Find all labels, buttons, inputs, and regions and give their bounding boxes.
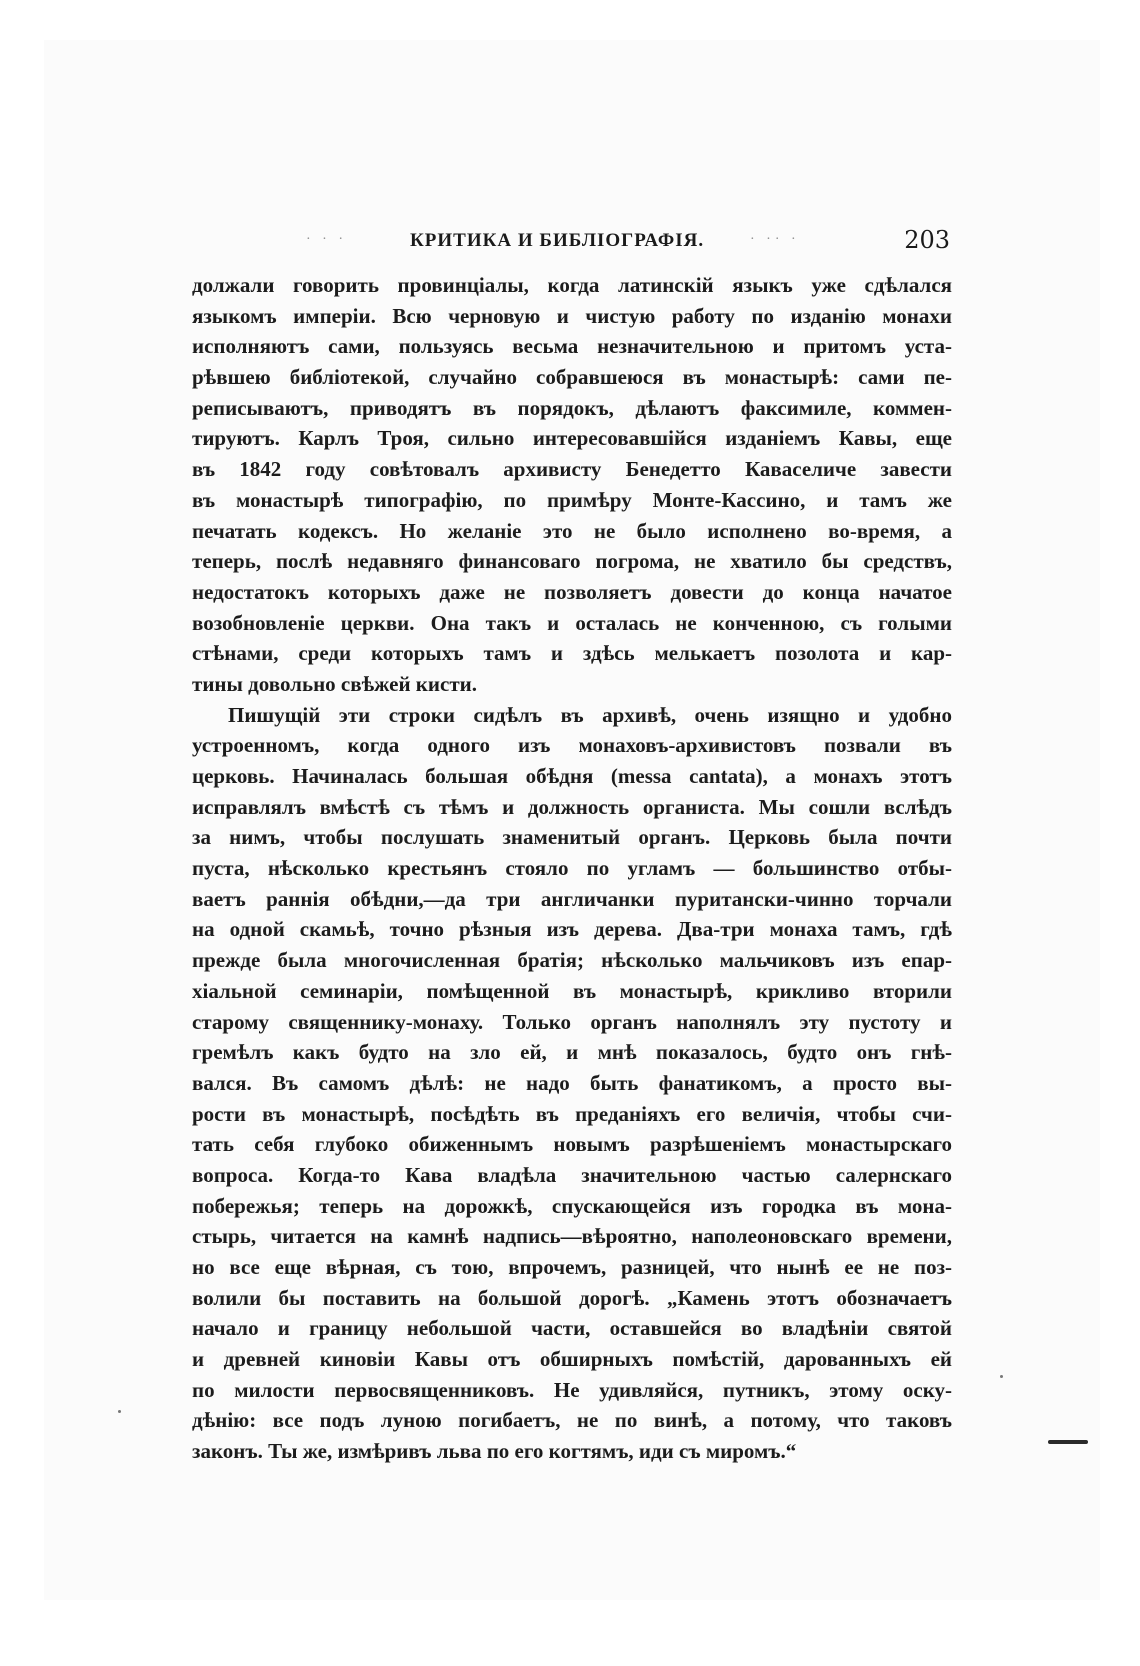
scan-speck bbox=[118, 1410, 121, 1413]
scan-specks-left: · · · bbox=[306, 232, 347, 247]
text-line: стѣнами, среди которыхъ тамъ и здѣсь мелькаетъ позолота и кар- bbox=[192, 641, 952, 666]
running-header-title: КРИТИКА И БИБЛІОГРАФІЯ. bbox=[410, 230, 705, 251]
text-line: церковь. Начиналась большая обѣдня (messa cantata), а монахъ этотъ bbox=[192, 764, 952, 788]
text-line: но все еще вѣрная, съ тою, впрочемъ, разницей, что нынѣ ее не поз- bbox=[192, 1255, 952, 1279]
text-line: рѣвшею библіотекой, случайно собравшеюся въ монастырѣ: сами пе- bbox=[192, 365, 952, 390]
text-line: пуста, нѣсколько крестьянъ стояло по угламъ — большинство отбы- bbox=[192, 856, 952, 881]
text-line: старому священнику-монаху. Только органъ наполнялъ эту пустоту и bbox=[192, 1009, 952, 1034]
text-line: тируютъ. Карлъ Троя, сильно интересовавшійся изданіемъ Кавы, еще bbox=[192, 426, 952, 451]
text-line: дѣнію: все подъ луною погибаетъ, не по винѣ, а потому, что таковъ bbox=[192, 1408, 952, 1433]
body-text bbox=[192, 270, 952, 1467]
text-line: тины довольно свѣжей кисти. bbox=[192, 671, 477, 696]
text-line: по милости первосвященниковъ. Не удивляйся, путникъ, этому оску- bbox=[192, 1377, 952, 1402]
text-line: прежде была многочисленная братія; нѣсколько мальчиковъ изъ епар- bbox=[192, 948, 952, 973]
text-line: вался. Въ самомъ дѣлѣ: не надо быть фанатикомъ, а просто вы- bbox=[192, 1070, 952, 1095]
text-line: хіальной семинаріи, помѣщенной въ монастырѣ, крикливо вторили bbox=[192, 978, 952, 1003]
scan-speck bbox=[1000, 1375, 1003, 1378]
text-line: исполняютъ сами, пользуясь весьма незначительною и притомъ уста- bbox=[192, 334, 952, 359]
text-line: стырь, читается на камнѣ надпись—вѣроятно, наполеоновскаго времени, bbox=[192, 1224, 952, 1249]
running-header bbox=[300, 226, 950, 256]
text-line: возобновленіе церкви. Она такъ и осталась не конченною, съ голыми bbox=[192, 610, 952, 635]
page-number: 203 bbox=[904, 226, 950, 254]
text-line: недостатокъ которыхъ даже не позволяетъ довести до конца начатое bbox=[192, 579, 952, 604]
paragraph-2 bbox=[192, 700, 952, 1467]
text-line: побережья; теперь на дорожкѣ, спускающейся изъ городка въ мона- bbox=[192, 1193, 952, 1218]
text-line: тать себя глубоко обиженнымъ новымъ разрѣшеніемъ монастырскаго bbox=[192, 1132, 952, 1157]
text-line: въ 1842 году совѣтовалъ архивисту Бенедетто Каваселиче завести bbox=[192, 457, 952, 482]
scan-edge-mark bbox=[1048, 1440, 1088, 1444]
text-line: теперь, послѣ недавняго финансоваго погрома, не хватило бы средствъ, bbox=[192, 549, 952, 574]
scan-specks-right: · ·· · bbox=[750, 232, 800, 247]
text-line: вопроса. Когда-то Кава владѣла значительною частью салернскаго bbox=[192, 1162, 952, 1187]
text-line: реписываютъ, приводятъ въ порядокъ, дѣлаютъ факсимиле, коммен- bbox=[192, 395, 952, 420]
text-line: должали говорить провинціалы, когда латинскій языкъ уже сдѣлался bbox=[192, 273, 952, 297]
text-line: рости въ монастырѣ, посѣдѣть въ преданіяхъ его величія, чтобы счи- bbox=[192, 1101, 952, 1126]
text-line: на одной скамьѣ, точно рѣзныя изъ дерева. Два-три монаха тамъ, гдѣ bbox=[192, 917, 952, 942]
text-line: Пишущій эти строки сидѣлъ въ архивѣ, очень изящно и удобно bbox=[228, 702, 952, 727]
paragraph-1 bbox=[192, 270, 952, 700]
text-line: и древней киновіи Кавы отъ обширныхъ помѣстій, дарованныхъ ей bbox=[192, 1347, 952, 1372]
text-line: въ монастырѣ типографію, по примѣру Монте-Кассино, и тамъ же bbox=[192, 487, 952, 512]
text-line: исправлялъ вмѣстѣ съ тѣмъ и должность органиста. Мы сошли вслѣдъ bbox=[192, 794, 952, 819]
text-line: законъ. Ты же, измѣривъ льва по его когтямъ, иди съ миромъ.“ bbox=[192, 1439, 797, 1464]
text-line: устроенномъ, когда одного изъ монаховъ-архивистовъ позвали въ bbox=[192, 733, 952, 758]
text-line: печатать кодексъ. Но желаніе это не было исполнено во-время, а bbox=[192, 518, 952, 543]
text-line: гремѣлъ какъ будто на зло ей, и мнѣ показалось, будто онъ гнѣ- bbox=[192, 1040, 952, 1065]
text-line: волили бы поставить на большой дорогѣ. „Камень этотъ обозначаетъ bbox=[192, 1285, 952, 1310]
text-line: начало и границу небольшой части, оставшейся во владѣніи святой bbox=[192, 1316, 952, 1341]
text-line: за нимъ, чтобы послушать знаменитый органъ. Церковь была почти bbox=[192, 825, 952, 850]
text-line: языкомъ имперіи. Всю черновую и чистую работу по изданію монахи bbox=[192, 303, 952, 328]
text-line: ваетъ раннія обѣдни,—да три англичанки пуритански-чинно торчали bbox=[192, 886, 952, 911]
